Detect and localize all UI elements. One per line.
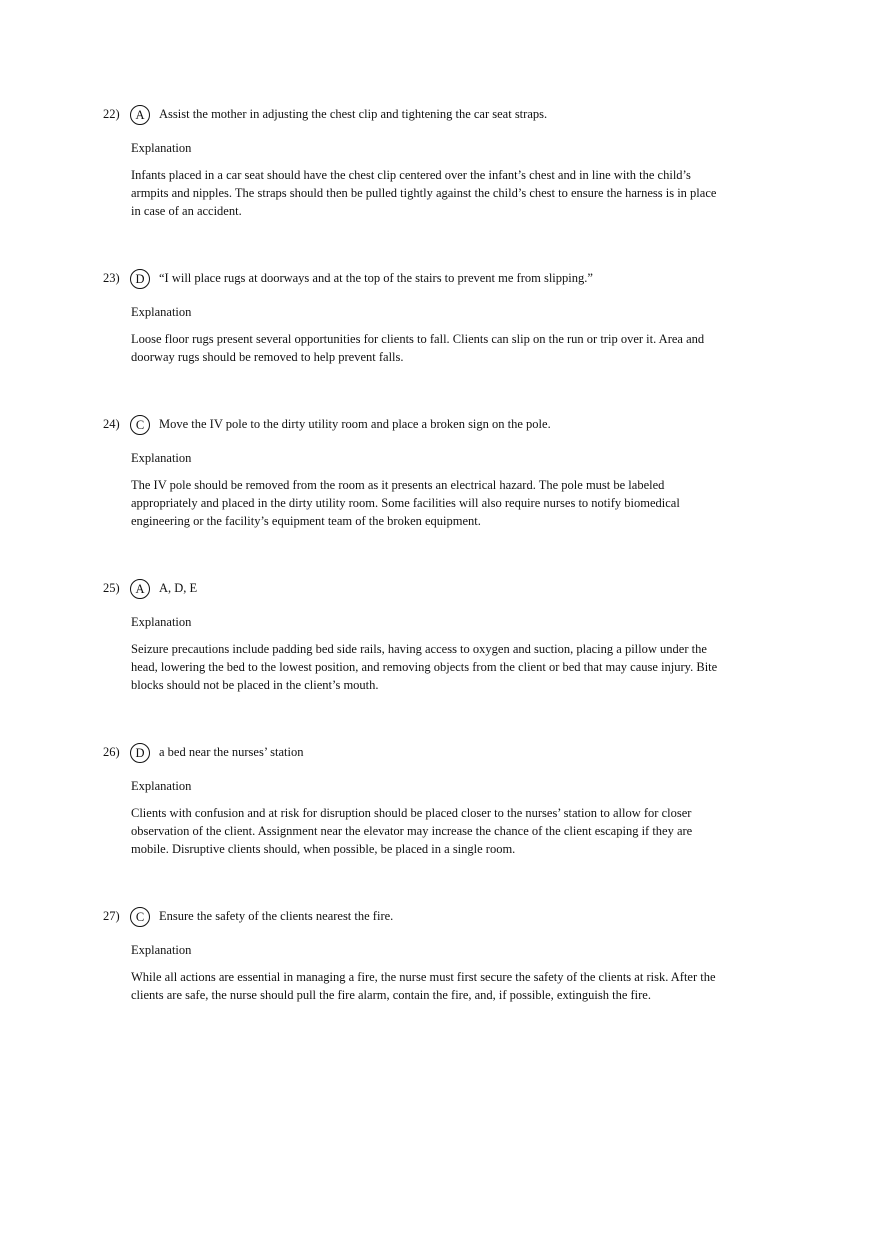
answer-letter-circle: A	[130, 579, 150, 599]
explanation-heading: Explanation	[131, 615, 192, 629]
answer-letter-circle: A	[130, 105, 150, 125]
explanation-text: While all actions are essential in managing a fire, the nurse must first secure the safety of the clients at risk. After the clients are safe, the nurse should pull the fire alarm, contain the fire, and, if possible, extinguish the fire.	[131, 970, 716, 1002]
answer-text: “I will place rugs at doorways and at the top of the stairs to prevent me from slipping.”	[159, 271, 593, 285]
explanation-heading: Explanation	[131, 141, 192, 155]
explanation-heading: Explanation	[131, 943, 192, 957]
answer-letter-circle: C	[130, 415, 150, 435]
question-number: 24)	[103, 417, 120, 431]
explanation-heading: Explanation	[131, 305, 192, 319]
question-number: 22)	[103, 107, 120, 121]
answer-letter-circle: D	[130, 269, 150, 289]
answer-text: Assist the mother in adjusting the chest clip and tightening the car seat straps.	[159, 107, 548, 121]
answer-text: Move the IV pole to the dirty utility room and place a broken sign on the pole.	[159, 417, 551, 431]
explanation-text: Infants placed in a car seat should have the chest clip centered over the infant’s chest and in line with the child’s armpits and nipples. The straps should then be pulled tightly against the child’s chest to ensure the harness is in place in case of an accident.	[131, 168, 717, 218]
explanation-text: Clients with confusion and at risk for disruption should be placed closer to the nurses’ station to allow for closer observation of the client. Assignment near the elevator may increase the chance of the client escaping if they are mobile. Disruptive clients should, when possible, be placed in a single room.	[131, 806, 693, 856]
answer-letter-circle: C	[130, 907, 150, 927]
answer-text: a bed near the nurses’ station	[159, 745, 304, 759]
answer-text: Ensure the safety of the clients nearest the fire.	[159, 909, 394, 923]
question-number: 25)	[103, 581, 120, 595]
explanation-text: Loose floor rugs present several opportunities for clients to fall. Clients can slip on the run or trip over it. Area and doorway rugs should be removed to help prevent falls.	[131, 332, 705, 364]
explanation-text: The IV pole should be removed from the room as it presents an electrical hazard. The pole must be labeled appropriately and placed in the dirty utility room. Some facilities will also require nurses to notify biomedical engineering or the facility’s equipment team of the broken equipment.	[131, 478, 680, 528]
answer-letter-circle: D	[130, 743, 150, 763]
explanation-heading: Explanation	[131, 451, 192, 465]
explanation-text: Seizure precautions include padding bed side rails, having access to oxygen and suction, placing a pillow under the head, lowering the bed to the lowest position, and removing objects from the client or bed that may cause injury. Bite blocks should not be placed in the client’s mouth.	[131, 642, 718, 692]
question-number: 23)	[103, 271, 120, 285]
question-number: 27)	[103, 909, 120, 923]
explanation-heading: Explanation	[131, 779, 192, 793]
question-number: 26)	[103, 745, 120, 759]
answer-text: A, D, E	[159, 581, 198, 595]
